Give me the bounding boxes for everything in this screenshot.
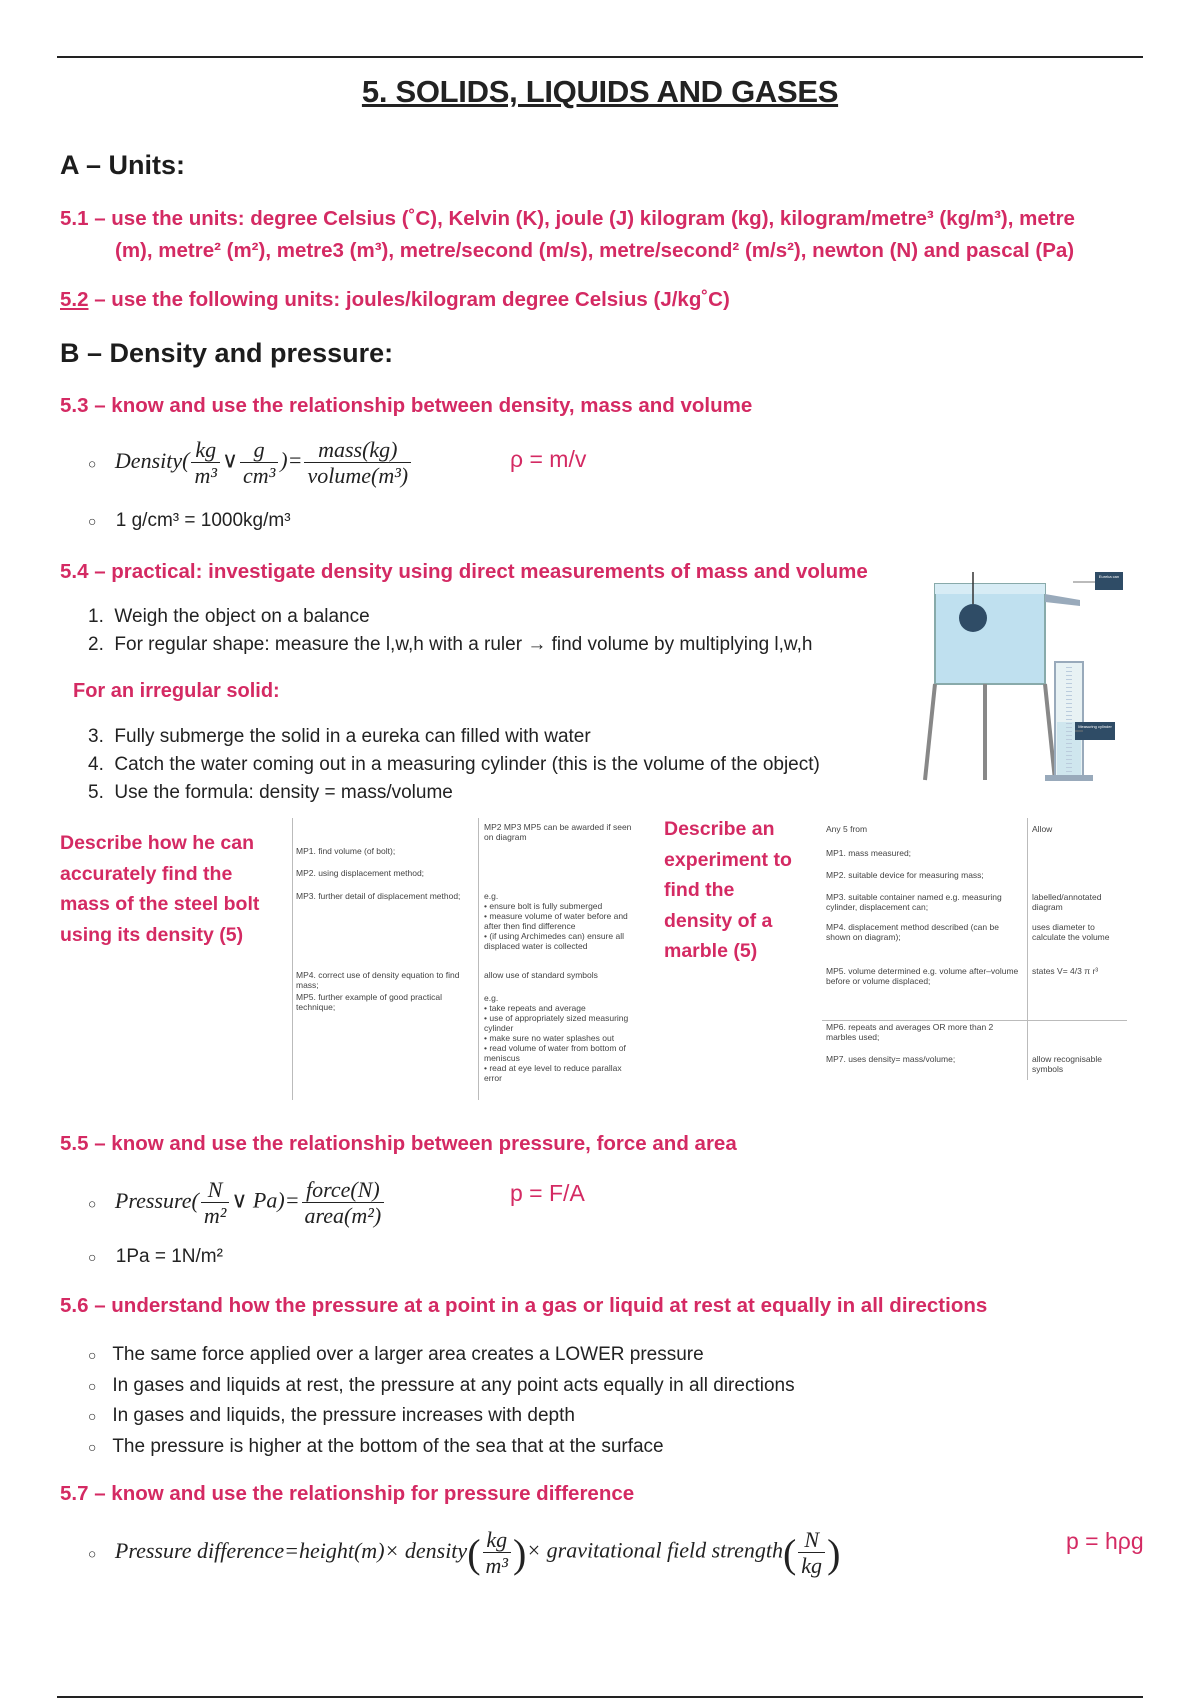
- pd-density-den: m³: [485, 1553, 508, 1578]
- ms1-eg1: e.g. • ensure bolt is fully submerged • measure volume of water before and after then find difference • (if using Archimedes can) ensure all displaced water is collected: [484, 891, 628, 951]
- irregular-steps: [88, 724, 820, 806]
- step-4: 4. Catch the water coming out in a measuring cylinder (this is the volume of the object): [88, 754, 820, 775]
- pd-part-b: × gravitational field strength: [526, 1537, 783, 1563]
- bullet-item: ○ The pressure is higher at the bottom of the sea that at the surface: [88, 1435, 664, 1457]
- label-measuring-cylinder: Measuring cylinder: [1078, 724, 1112, 729]
- regular-steps: [88, 604, 812, 658]
- objective-5-2: [60, 284, 730, 316]
- pd-part-a: Pressure difference=height(m)× density: [114, 1537, 468, 1563]
- density-formula: ○ Density( $\frac{kg}{\text{m³}}$ ∨ $\frac{g}{\text{cm³}}$ )= $\frac{\text{mass(kg)}}{\text{volume(m³)}}$: [88, 438, 488, 489]
- ms2-mp5-allow: states V= 4/3 π r³: [1032, 966, 1099, 976]
- top-rule: [57, 56, 1143, 58]
- objective-5-1: [60, 203, 1150, 267]
- step-1: 1. Weigh the object on a balance: [88, 606, 370, 627]
- question-marble: Describe an experiment to find the density of a marble (5): [664, 818, 792, 962]
- eureka-can-diagram: [905, 572, 1145, 792]
- eureka-can-body: [935, 584, 1045, 684]
- density-eq: )=: [280, 447, 303, 473]
- density-denominator: volume(m³): [307, 463, 409, 488]
- ms2-mp4-allow: uses diameter to calculate the volume: [1032, 922, 1110, 942]
- ms2-allow: Allow: [1032, 824, 1053, 834]
- pressure-unit-den: m²: [203, 1203, 227, 1228]
- bullet-item: ○ The same force applied over a larger area creates a LOWER pressure: [88, 1344, 704, 1365]
- pressure-bullets: [88, 1340, 795, 1462]
- ms1-eg2: e.g. • take repeats and average • use of appropriately sized measuring cylinder • make sure no water splashes out • read volume of water from bottom of meniscus • read at eye level to reduce parallax error: [484, 993, 629, 1083]
- eureka-spout: [1045, 594, 1080, 606]
- ms1-mp3: MP3. further detail of displacement method;: [296, 891, 461, 901]
- pressure-numerator: force(N): [302, 1178, 385, 1203]
- objective-5-1-line2: (m), metre² (m²), metre3 (m³), metre/second (m/s), metre/second² (m/s²), newton (N) and pascal (Pa): [115, 239, 1075, 262]
- ms2-mp3-allow: labelled/annotated diagram: [1032, 892, 1102, 912]
- ms2-mp7: MP7. uses density= mass/volume;: [826, 1054, 956, 1064]
- pa-conversion-item: ○ 1Pa = 1N/m²: [88, 1246, 223, 1267]
- density-unit2-den: cm³: [243, 463, 276, 488]
- ms2-mp3: MP3. suitable container named e.g. measuring cylinder, displacement can;: [826, 892, 1002, 912]
- density-conversion: 1 g/cm³ = 1000kg/m³: [115, 510, 291, 531]
- objective-5-5: 5.5 – know and use the relationship between pressure, force and area: [60, 1132, 737, 1155]
- density-unit1-den: m³: [194, 463, 217, 488]
- pressure-unit-num: N: [201, 1178, 229, 1203]
- ms2-mp2: MP2. suitable device for measuring mass;: [826, 870, 984, 880]
- objective-5-2-text: – use the following units: joules/kilogram degree Celsius (J/kg˚C): [88, 288, 730, 311]
- density-conversion-item: ○ 1 g/cm³ = 1000kg/m³: [88, 510, 291, 531]
- page-title: 5. SOLIDS, LIQUIDS AND GASES: [361, 74, 839, 109]
- irregular-heading: For an irregular solid:: [73, 680, 280, 702]
- ms1-allow: allow use of standard symbols: [484, 970, 598, 980]
- density-or: ∨: [221, 447, 239, 473]
- ms1-mp2: MP2. using displacement method;: [296, 868, 425, 878]
- density-unit1-num: kg: [191, 438, 219, 463]
- object-shape: [959, 604, 987, 632]
- ms2-any: Any 5 from: [826, 824, 868, 834]
- question-steel-bolt: Describe how he can accurately find the mass of the steel bolt using its density (5): [60, 832, 260, 946]
- label-eureka-can: Eureka can: [1098, 574, 1120, 579]
- ms2-mp4: MP4. displacement method described (can be shown on diagram);: [826, 922, 999, 942]
- pressure-denominator: area(m²): [304, 1203, 382, 1228]
- step-3: 3. Fully submerge the solid in a eureka can filled with water: [88, 726, 591, 747]
- density-short-formula: ρ = m/v: [510, 446, 587, 472]
- ms1-mp1: MP1. find volume (of bolt);: [296, 846, 396, 856]
- pa-conversion: 1Pa = 1N/m²: [115, 1246, 223, 1267]
- bullet-item: ○ In gases and liquids at rest, the pressure at any point acts equally in all directions: [88, 1374, 795, 1396]
- bullet-circle: ○: [88, 455, 97, 472]
- section-b-heading: B – Density and pressure:: [60, 338, 394, 368]
- objective-5-7: 5.7 – know and use the relationship for pressure difference: [60, 1482, 635, 1505]
- pressure-or: ∨ Pa)=: [231, 1187, 300, 1213]
- objective-5-3: 5.3 – know and use the relationship between density, mass and volume: [60, 394, 753, 417]
- objective-5-1-line1: 5.1 – use the units: degree Celsius (˚C), Kelvin (K), joule (J) kilogram (kg), kilogram/metre³ (kg/m³), metre: [60, 207, 1075, 230]
- bullet-item: ○ In gases and liquids, the pressure increases with depth: [88, 1405, 575, 1426]
- pd-gfs-num: N: [798, 1528, 825, 1553]
- density-unit2-num: g: [240, 438, 278, 463]
- ms2-mp7-allow: allow recognisable symbols: [1032, 1054, 1102, 1074]
- pressure-formula: ○ Pressure( $\frac{N}{\text{m²}}$ ∨ Pa)= $\frac{\text{force(N)}}{\text{area(m²)}}$: [88, 1178, 468, 1229]
- step-2: 2. For regular shape: measure the l,w,h with a ruler → find volume by multiplying l,w,h: [88, 634, 813, 655]
- ms2-mp6: MP6. repeats and averages OR more than 2 marbles used;: [826, 1022, 994, 1042]
- ms1-mp4: MP4. correct use of density equation to find mass;: [296, 970, 460, 990]
- density-numerator: mass(kg): [304, 438, 411, 463]
- objective-5-6: 5.6 – understand how the pressure at a point in a gas or liquid at rest at equally in all directions: [60, 1294, 988, 1317]
- pressure-label: Pressure(: [114, 1187, 199, 1213]
- mark-scheme-steel-bolt: [292, 818, 638, 1100]
- ms2-mp1: MP1. mass measured;: [826, 848, 912, 858]
- pressure-difference-formula: ○ Pressure difference=height(m)× density( $\frac{kg}{\text{m³}}$ )× gravitational field strength( $\frac{N}{kg}$ ): [88, 1527, 841, 1578]
- pressure-difference-short: p = hρg: [1066, 1528, 1144, 1554]
- pressure-short-formula: p = F/A: [510, 1180, 585, 1206]
- ms1-mp5: MP5. further example of good practical technique;: [296, 992, 442, 1012]
- objective-5-2-number: 5.2: [60, 288, 89, 311]
- mark-scheme-marble: [822, 818, 1127, 1080]
- pd-gfs-den: kg: [801, 1553, 823, 1578]
- step-5: 5. Use the formula: density = mass/volume: [88, 782, 453, 803]
- density-label: Density: [114, 447, 183, 473]
- ms1-header: MP2 MP3 MP5 can be awarded if seen on diagram: [484, 822, 632, 842]
- section-a-heading: A – Units:: [60, 150, 186, 180]
- pd-density-num: kg: [483, 1528, 511, 1553]
- ms2-mp5: MP5. volume determined e.g. volume after–volume before or volume displaced;: [826, 966, 1019, 986]
- objective-5-4: 5.4 – practical: investigate density using direct measurements of mass and volume: [60, 560, 868, 583]
- bottom-rule: [57, 1696, 1143, 1698]
